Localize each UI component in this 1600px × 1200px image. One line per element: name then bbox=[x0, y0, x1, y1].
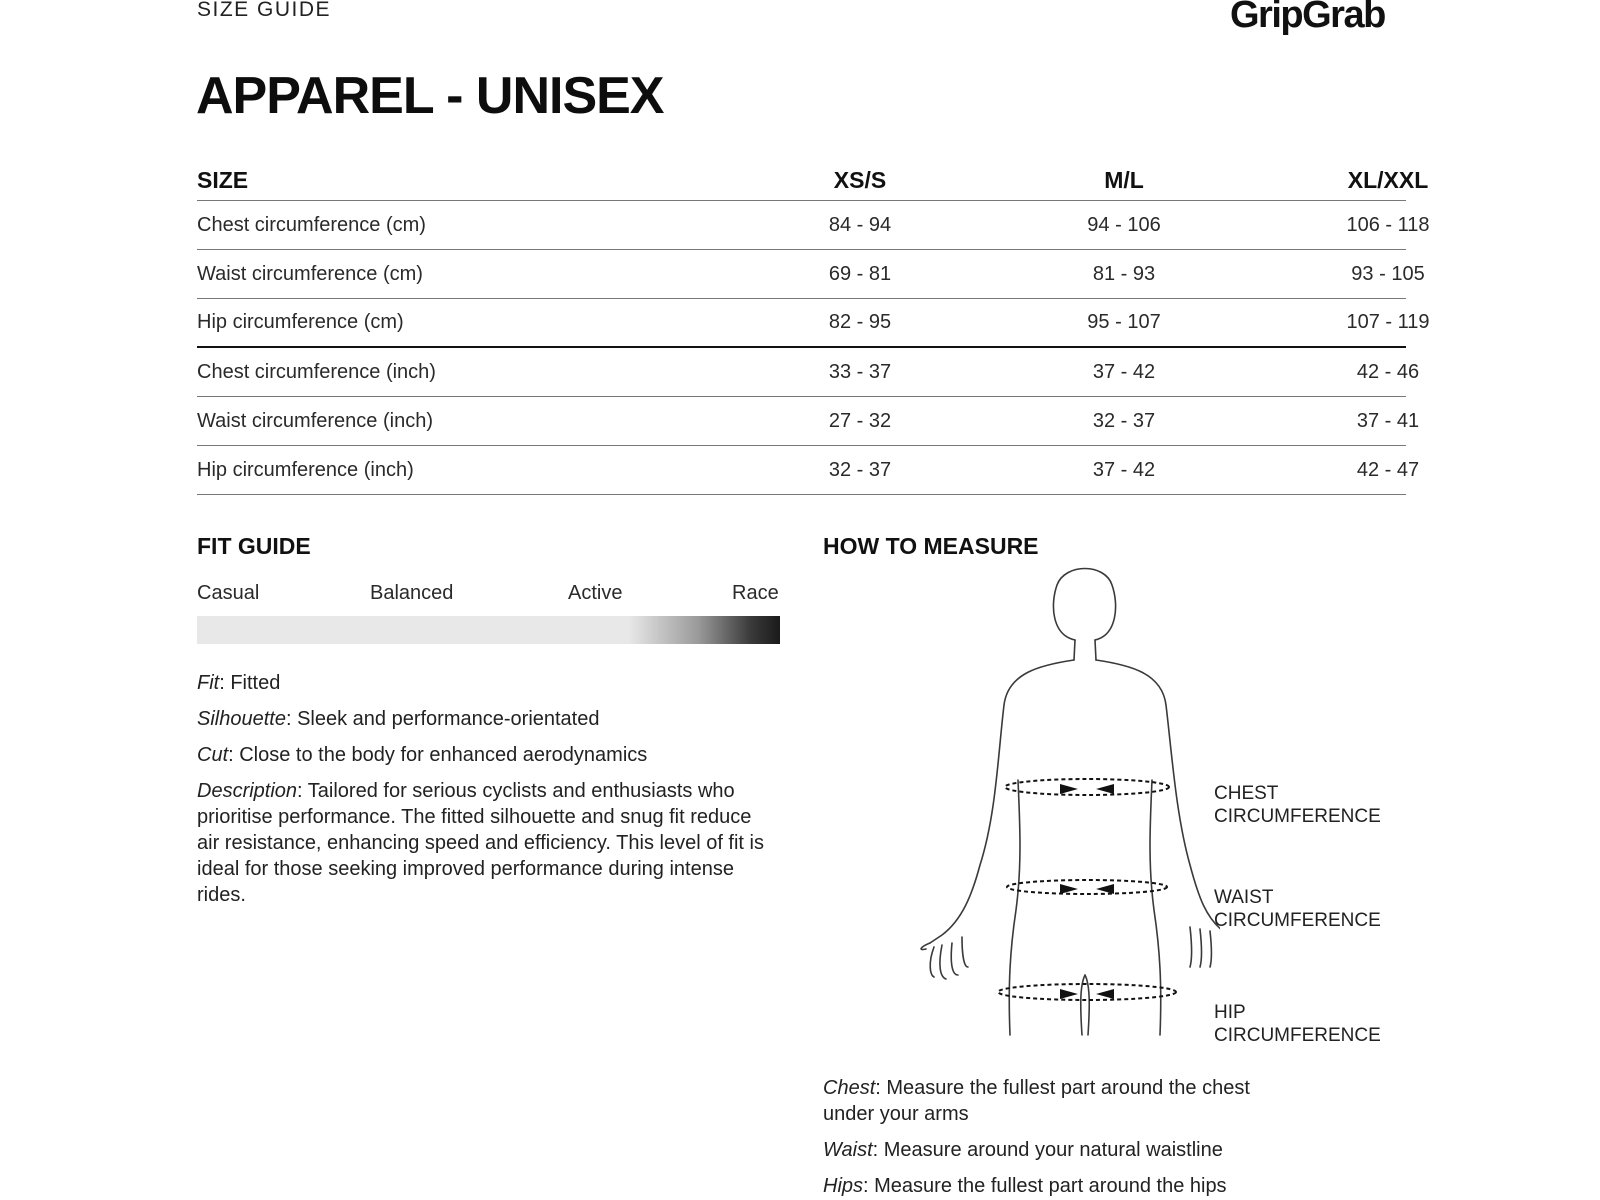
column-header-xl-xxl: XL/XXL bbox=[1347, 167, 1429, 193]
table-cell: 37 - 42 bbox=[1092, 458, 1156, 481]
description-detail-key: Description bbox=[197, 780, 298, 802]
fit-detail-text: : Fitted bbox=[219, 672, 281, 694]
hip-label bbox=[1214, 1001, 1381, 1047]
silhouette-detail-text: : Sleek and performance-orientated bbox=[285, 708, 600, 730]
row-label: Waist circumference (cm) bbox=[197, 262, 423, 285]
table-cell: 32 - 37 bbox=[828, 458, 892, 481]
hips-note bbox=[823, 1173, 1303, 1199]
chest-note bbox=[823, 1075, 1303, 1127]
hips-note-text: : Measure the fullest part around the hips bbox=[863, 1175, 1227, 1197]
table-cell: 69 - 81 bbox=[828, 262, 892, 285]
table-cell: 93 - 105 bbox=[1351, 262, 1425, 285]
fit-detail-key: Fit bbox=[197, 672, 220, 694]
header-kicker: SIZE GUIDE bbox=[197, 0, 332, 21]
hip-arrow-right bbox=[1060, 989, 1078, 999]
column-header-xs-s: XS/S bbox=[833, 167, 887, 193]
table-cell: 32 - 37 bbox=[1092, 409, 1156, 432]
waist-note-text: : Measure around your natural waistline bbox=[872, 1139, 1223, 1161]
table-cell: 94 - 106 bbox=[1087, 213, 1161, 236]
hip-label-line1: HIP bbox=[1214, 1002, 1246, 1023]
table-cell: 106 - 118 bbox=[1346, 213, 1430, 236]
cut-detail-text: : Close to the body for enhanced aerodynamics bbox=[228, 744, 648, 766]
waist-label-line1: WAIST bbox=[1214, 887, 1274, 908]
hips-note-key: Hips bbox=[823, 1175, 864, 1197]
silhouette-detail-key: Silhouette bbox=[197, 708, 286, 730]
hip-measure-ellipse bbox=[998, 984, 1176, 1000]
row-label: Waist circumference (inch) bbox=[197, 409, 433, 432]
row-label: Hip circumference (inch) bbox=[197, 458, 414, 481]
waist-label bbox=[1214, 886, 1381, 932]
chest-label bbox=[1214, 782, 1381, 828]
brand-logo: GripGrab bbox=[1230, 0, 1385, 36]
hip-label-line2: CIRCUMFERENCE bbox=[1214, 1025, 1381, 1046]
chest-label-line2: CIRCUMFERENCE bbox=[1214, 806, 1381, 827]
body-outline-illustration bbox=[900, 565, 1220, 1065]
fit-scale-active: Active bbox=[568, 582, 623, 604]
table-row bbox=[197, 299, 1430, 348]
table-row bbox=[197, 201, 1430, 250]
fit-scale-balanced: Balanced bbox=[370, 582, 454, 604]
waist-note-key: Waist bbox=[823, 1139, 873, 1161]
waist-arrow-left bbox=[1096, 884, 1114, 894]
waist-note bbox=[823, 1137, 1303, 1163]
row-label: Hip circumference (cm) bbox=[197, 311, 404, 333]
table-row bbox=[197, 397, 1420, 446]
table-cell: 37 - 42 bbox=[1092, 360, 1156, 383]
fit-gradient-bar bbox=[197, 616, 780, 644]
column-header-size: SIZE bbox=[197, 167, 249, 193]
head-outline bbox=[1053, 569, 1115, 641]
chest-label-line1: CHEST bbox=[1214, 783, 1279, 804]
table-row bbox=[197, 250, 1425, 299]
table-header-row bbox=[197, 155, 1429, 201]
fit-detail bbox=[197, 670, 777, 696]
table-cell: 42 - 46 bbox=[1356, 360, 1420, 383]
right-hand bbox=[1190, 927, 1212, 967]
table-cell: 27 - 32 bbox=[828, 409, 892, 432]
left-shoulder-arm bbox=[930, 660, 1074, 943]
right-shoulder-arm bbox=[1096, 660, 1220, 933]
column-header-m-l: M/L bbox=[1104, 167, 1144, 193]
table-cell: 37 - 41 bbox=[1356, 409, 1420, 432]
table-row bbox=[197, 348, 1420, 397]
table-cell: 42 - 47 bbox=[1356, 458, 1420, 481]
table-cell: 107 - 119 bbox=[1346, 311, 1430, 333]
chest-arrow-left bbox=[1096, 784, 1114, 794]
cut-detail bbox=[197, 742, 777, 768]
waist-label-line2: CIRCUMFERENCE bbox=[1214, 910, 1381, 931]
fit-scale-casual: Casual bbox=[197, 582, 260, 604]
hip-arrow-left bbox=[1096, 989, 1114, 999]
fit-guide-title: FIT GUIDE bbox=[197, 533, 311, 559]
how-to-measure-title: HOW TO MEASURE bbox=[823, 533, 1039, 559]
waist-arrow-right bbox=[1060, 884, 1078, 894]
silhouette-detail bbox=[197, 706, 777, 732]
table-cell: 82 - 95 bbox=[828, 311, 892, 333]
size-table bbox=[197, 155, 1430, 495]
chest-measure-ellipse bbox=[1005, 779, 1169, 795]
chest-arrow-right bbox=[1060, 784, 1078, 794]
waist-measure-ellipse bbox=[1007, 880, 1167, 894]
table-row bbox=[197, 446, 1420, 495]
chest-note-text: : Measure the fullest part around the chest under your arms bbox=[823, 1077, 1250, 1125]
table-cell: 81 - 93 bbox=[1092, 262, 1156, 285]
chest-note-key: Chest bbox=[823, 1077, 876, 1099]
description-detail-text: : Tailored for serious cyclists and enthusiasts who prioritise performance. The fitted silhouette and snug fit reduce air resistance, enhancing speed and efficiency. This level of fit is ideal for those seeking improved performance during intense rides. bbox=[197, 780, 764, 906]
neck-outline bbox=[1074, 640, 1096, 660]
fit-scale-race: Race bbox=[732, 582, 779, 604]
row-label: Chest circumference (cm) bbox=[197, 213, 426, 236]
table-cell: 33 - 37 bbox=[828, 360, 892, 383]
row-label: Chest circumference (inch) bbox=[197, 360, 436, 383]
left-hand bbox=[921, 937, 968, 979]
table-cell: 95 - 107 bbox=[1087, 311, 1161, 333]
cut-detail-key: Cut bbox=[197, 744, 229, 766]
page-title: APPAREL - UNISEX bbox=[196, 67, 664, 125]
table-cell: 84 - 94 bbox=[828, 213, 892, 236]
description-detail bbox=[197, 778, 777, 908]
